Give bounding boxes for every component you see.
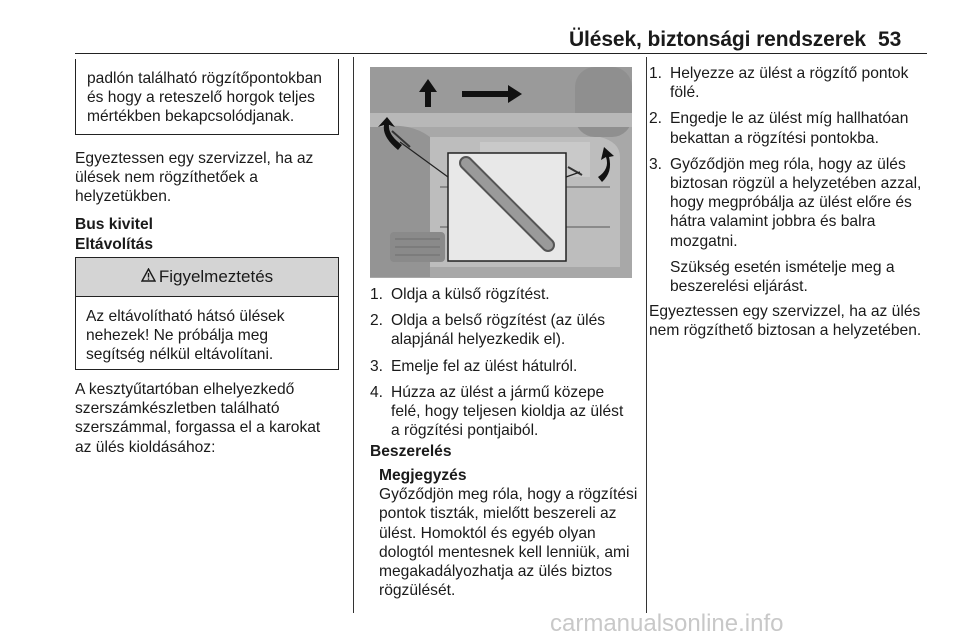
list-item [649,155,931,296]
step-number: 2. [370,312,384,330]
warning-title: Figyelmeztetés [158,267,274,287]
step-number: 4. [370,383,384,401]
installation-steps-column [649,64,931,341]
list-item [370,311,636,349]
step-text: Győződjön meg róla, hogy az ülés biztosan rögzül a helyzetében azzal, hogy megpróbálja az ülést előre és hátra valamint jobbra és balra mozgatni. [670,155,922,250]
column-divider-2 [646,57,647,613]
list-item [370,383,636,441]
step-number: 3. [649,155,663,173]
seat-release-illustration [370,67,632,278]
heading-bus-version: Bus kivitel [75,216,153,233]
page-number: 53 [878,28,902,51]
final-service-paragraph: Egyeztessen egy szervizzel, ha az ülés nem rögzíthető biztosan a helyzetében. [649,303,922,340]
list-item [649,64,931,102]
step-note: Szükség esetén ismételje meg a beszerelési eljárást. [670,258,895,296]
list-item [370,285,636,304]
warning-triangle-icon [141,267,156,286]
step-text: Engedje le az ülést míg hallhatóan bekattan a rögzítési pontokba. [670,110,909,147]
service-paragraph: Egyeztessen egy szervizzel, ha az ülések nem rögzíthetőek a helyzetükben. [75,150,314,206]
step-text: Helyezze az ülést a rögzítő pontok fölé. [670,65,909,102]
note-block [379,466,641,600]
warning-text: Az eltávolítható hátsó ülések nehezek! Ne próbálja meg segítség nélkül eltávolítani. [86,308,285,364]
column-divider-1 [353,57,354,613]
warning-header [76,258,338,297]
continued-info-text: padlón található rögzítőpontokban és hogy a reteszelő horgok teljes mértékben bekapcsolódjanak. [87,70,322,126]
installation-steps-list [649,64,931,296]
continued-info-box [75,59,339,135]
note-title: Megjegyzés [379,467,467,484]
heading-removal: Eltávolítás [75,236,153,253]
heading-installation: Beszerelés [370,443,452,460]
note-text: Győződjön meg róla, hogy a rögzítési pontok tiszták, mielőtt beszereli az ülést. Homoktól és egyéb olyan dologtól mentesnek kell lenniük, ami megakadályozhatja az ülés biztos rögzülését. [379,486,638,600]
step-text: Húzza az ülést a jármű közepe felé, hogy teljesen kioldja az ülést a rögzítési pontjaiból. [391,383,624,440]
step-number: 3. [370,357,384,375]
warning-box [75,257,339,370]
page-header-title: Ülések, biztonsági rendszerek [568,28,866,51]
step-number: 2. [649,110,663,128]
step-text: Oldja a külső rögzítést. [391,286,550,303]
watermark-text: carmanualsonline.info [550,610,784,637]
step-number: 1. [649,65,663,82]
list-item [649,109,931,147]
step-number: 1. [370,286,384,303]
header-rule [75,53,927,54]
removal-steps-column [370,285,636,447]
list-item [370,357,636,376]
step-text: Oldja a belső rögzítést (az ülés alapjánál helyezkedik el). [391,312,606,349]
tool-instruction-paragraph: A kesztyűtartóban elhelyezkedő szerszámkészletben található szerszámmal, forgassa el a karokat az ülés kioldásához: [75,381,321,456]
step-text: Emelje fel az ülést hátulról. [391,357,578,375]
removal-steps-list [370,285,636,440]
